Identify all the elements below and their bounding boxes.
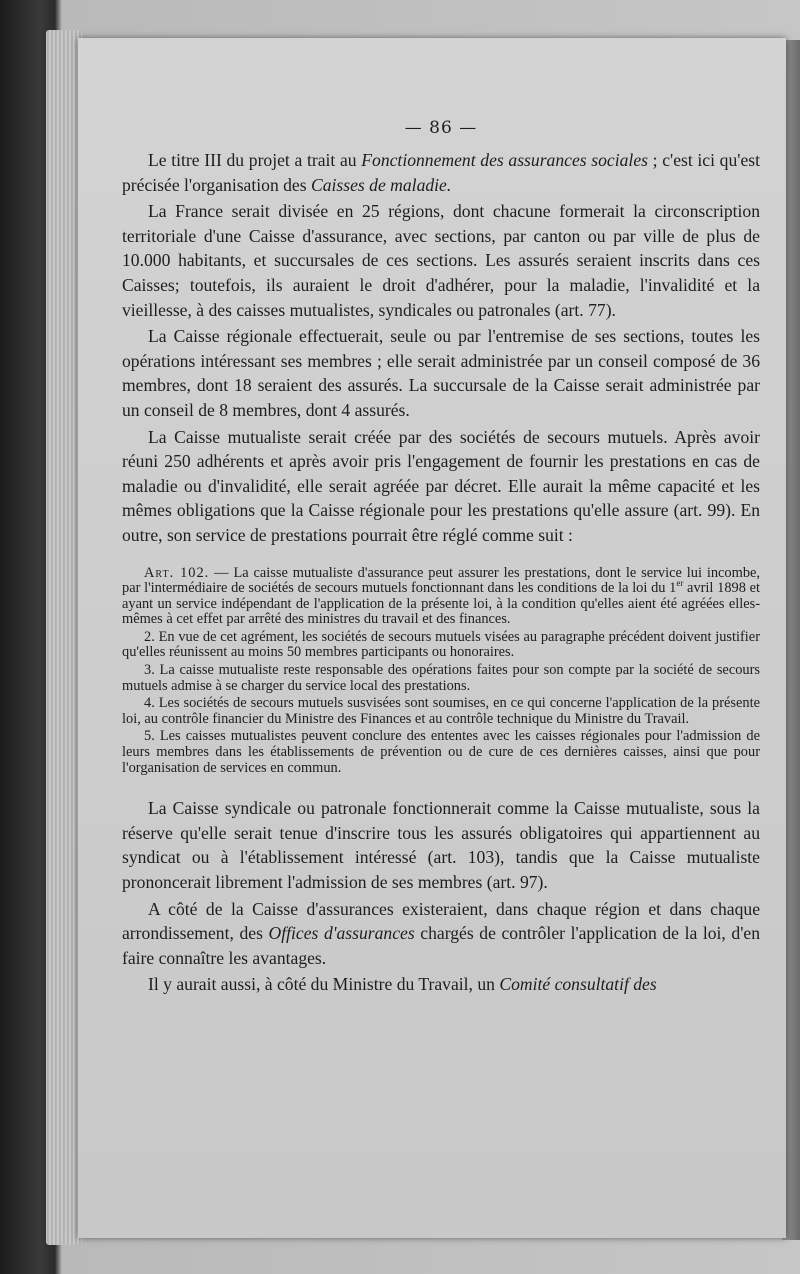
paragraph-4: La Caisse mutualiste serait créée par des sociétés de secours mutuels. Après avoir réuni 250 adhérents et après avoir pris l'engagement de fournir les prestations en cas de maladie ou d'invalidité, elle serait agréée par décret. Elle aurait la même capacité et les mêmes obligations que la Caisse régionale pour les prestations qu'elle assure (art. 99). En outre, son service de prestations pourrait être réglé comme suit : <box>122 426 760 545</box>
page-number: — 86 — <box>404 118 478 138</box>
italic-run: Caisses de maladie. <box>311 174 452 195</box>
quote-para-1 <box>122 566 760 628</box>
quote-para-3: 3. La caisse mutualiste reste responsable des opérations faites pour son compte par la société de secours mutuels admise à se charger du service local des prestations. <box>122 662 760 694</box>
text-run: ; c'est ici qu'est précisée l'organisation des <box>122 150 760 195</box>
page-content <box>122 118 760 997</box>
paragraph-2: La France serait divisée en 25 régions, dont chacune formerait la circonscription territoriale d'une Caisse d'assurance, avec sections, par canton ou par ville de plus de 10.000 habitants, et succursales de ces sections. Les assurés seraient inscrits dans ces Caisses; toutefois, ils auraient le droit d'adhérer, pour la maladie, l'invalidité et la vieillesse, à des caisses mutualistes, syndicales ou patronales (art. 77). <box>122 201 760 320</box>
paragraph-1 <box>122 148 760 197</box>
italic-run: Offices d'assurances <box>268 923 415 944</box>
text-run: A côté de la Caisse d'assurances existeraient, dans chaque région et dans chaque arrondissement, des <box>122 898 760 944</box>
text-run: avril 1898 et ayant un service indépendant de l'application de la présente loi, à la condition qu'elles aient été agréées elles-mêmes à cet effet par arrêté des ministres du travail et des finances. <box>122 580 760 628</box>
text-run: Le titre III du projet a trait au <box>148 150 362 170</box>
quote-para-5: 5. Les caisses mutualistes peuvent conclure des ententes avec les caisses régionales pour l'admission de leurs membres dans les établissements de prévention ou de cure de ces dernières caisses, ainsi que pour l'organisation de services en commun. <box>122 728 760 776</box>
italic-run: Comité consultatif des <box>499 974 657 995</box>
paragraph-3: La Caisse régionale effectuerait, seule ou par l'entremise de ses sections, toutes les opérations intéressant ses membres ; elle serait administrée par un conseil composé de 36 membres, dont 18 seraient des assurés. La succursale de la Caisse serait administrée par un conseil de 8 membres, dont 4 assurés. <box>122 326 760 420</box>
article-label: Art. 102. <box>144 564 210 581</box>
paragraph-6 <box>122 897 760 971</box>
quote-para-2: 2. En vue de cet agrément, les sociétés de secours mutuels visées au paragraphe précédent doivent justifier qu'elles réunissent au moins 50 membres participants ou honoraires. <box>122 628 760 661</box>
book-binding-edge <box>46 30 82 1245</box>
paragraph-7 <box>122 972 760 997</box>
italic-run: Fonctionnement des assurances sociales <box>361 150 648 170</box>
quote-para-4: 4. Les sociétés de secours mutuels susvisées sont soumises, en ce qui concerne l'application de la présente loi, au contrôle financier du Ministre des Finances et au contrôle technique du Ministre du Travail. <box>122 695 760 727</box>
text-run: chargés de contrôler l'application de la loi, d'en faire connaître les avantages. <box>122 923 760 968</box>
law-article-quote <box>122 566 760 777</box>
text-run: — La caisse mutualiste d'assurance peut assurer les prestations, dont le service lui incombe, par l'intermédiaire de sociétés de secours mutuels fonctionnant dans les conditions de la loi du 1 <box>122 564 760 597</box>
paragraph-5: La Caisse syndicale ou patronale fonctionnerait comme la Caisse mutualiste, sous la réserve qu'elle serait tenue d'inscrire tous les assurés obligatoires qui appartiennent au syndicat ou à l'établissement intéressé (art. 103), tandis que la Caisse mutualiste prononcerait librement l'admission de ses membres (art. 97). <box>122 798 760 892</box>
text-run: Il y aurait aussi, à côté du Ministre du Travail, un <box>148 974 500 995</box>
superscript: er <box>676 578 684 589</box>
